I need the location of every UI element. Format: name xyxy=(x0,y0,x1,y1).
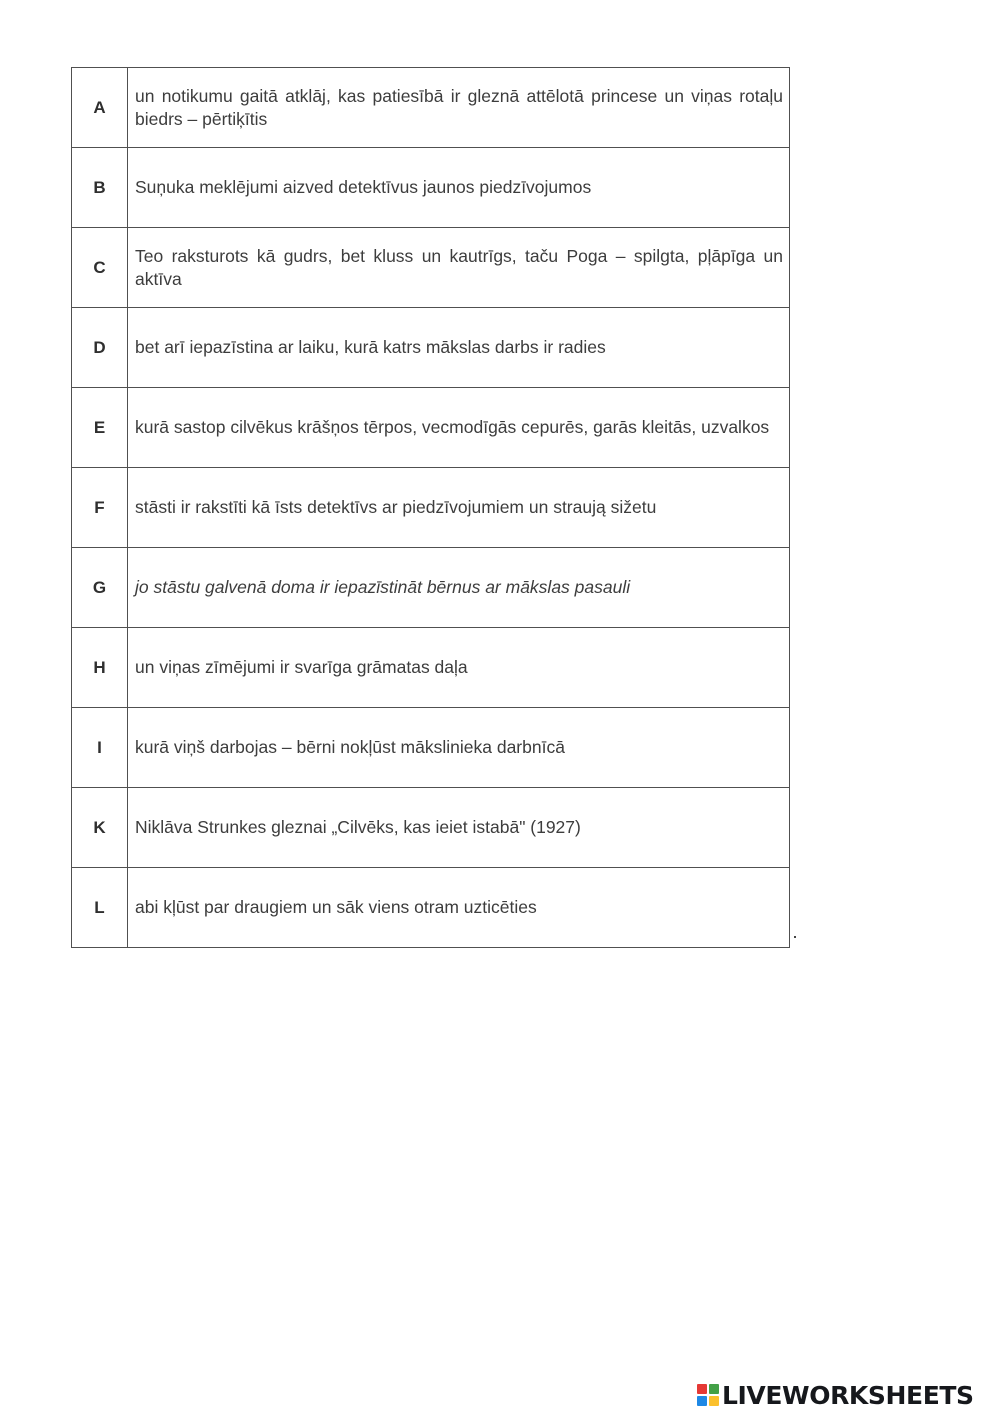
row-letter: A xyxy=(72,68,128,148)
row-text: abi kļūst par draugiem un sāk viens otram uzticēties xyxy=(128,868,790,948)
row-letter: F xyxy=(72,468,128,548)
table-row xyxy=(72,228,790,308)
table-row xyxy=(72,308,790,388)
row-letter: H xyxy=(72,628,128,708)
liveworksheets-logo xyxy=(697,1378,974,1412)
row-letter: L xyxy=(72,868,128,948)
row-text: Niklāva Strunkes gleznai „Cilvēks, kas ieiet istabā" (1927) xyxy=(128,788,790,868)
row-letter: G xyxy=(72,548,128,628)
row-letter: E xyxy=(72,388,128,468)
row-text: un viņas zīmējumi ir svarīga grāmatas daļa xyxy=(128,628,790,708)
row-letter: C xyxy=(72,228,128,308)
row-text: stāsti ir rakstīti kā īsts detektīvs ar piedzīvojumiem un straują sižetu xyxy=(128,468,790,548)
table-body xyxy=(72,68,790,948)
table-row xyxy=(72,788,790,868)
matching-table xyxy=(71,67,790,948)
table-row xyxy=(72,388,790,468)
table-row xyxy=(72,548,790,628)
table-row xyxy=(72,68,790,148)
logo-square xyxy=(697,1384,707,1394)
row-letter: B xyxy=(72,148,128,228)
liveworksheets-logo-icon xyxy=(697,1384,719,1406)
stray-dot xyxy=(794,936,796,938)
row-text: jo stāstu galvenā doma ir iepazīstināt bērnus ar mākslas pasauli xyxy=(128,548,790,628)
logo-square xyxy=(709,1384,719,1394)
logo-square xyxy=(709,1396,719,1406)
row-text: un notikumu gaitā atklāj, kas patiesībā ir gleznā attēlotā princese un viņas rotaļu biedrs – pērtiķītis xyxy=(128,68,790,148)
table-row xyxy=(72,628,790,708)
logo-square xyxy=(697,1396,707,1406)
row-text: kurā viņš darbojas – bērni nokļūst mākslinieka darbnīcā xyxy=(128,708,790,788)
row-letter: I xyxy=(72,708,128,788)
row-text: bet arī iepazīstina ar laiku, kurā katrs mākslas darbs ir radies xyxy=(128,308,790,388)
row-letter: D xyxy=(72,308,128,388)
row-letter: K xyxy=(72,788,128,868)
row-text: Suņuka meklējumi aizved detektīvus jaunos piedzīvojumos xyxy=(128,148,790,228)
table-row xyxy=(72,868,790,948)
table-row xyxy=(72,708,790,788)
logo-text: LIVEWORKSHEETS xyxy=(722,1380,974,1410)
row-text: kurā sastop cilvēkus krāšņos tērpos, vecmodīgās cepurēs, garās kleitās, uzvalkos xyxy=(128,388,790,468)
table-row xyxy=(72,468,790,548)
table-row xyxy=(72,148,790,228)
row-text: Teo raksturots kā gudrs, bet kluss un kautrīgs, taču Poga – spilgta, pļāpīga un aktīva xyxy=(128,228,790,308)
